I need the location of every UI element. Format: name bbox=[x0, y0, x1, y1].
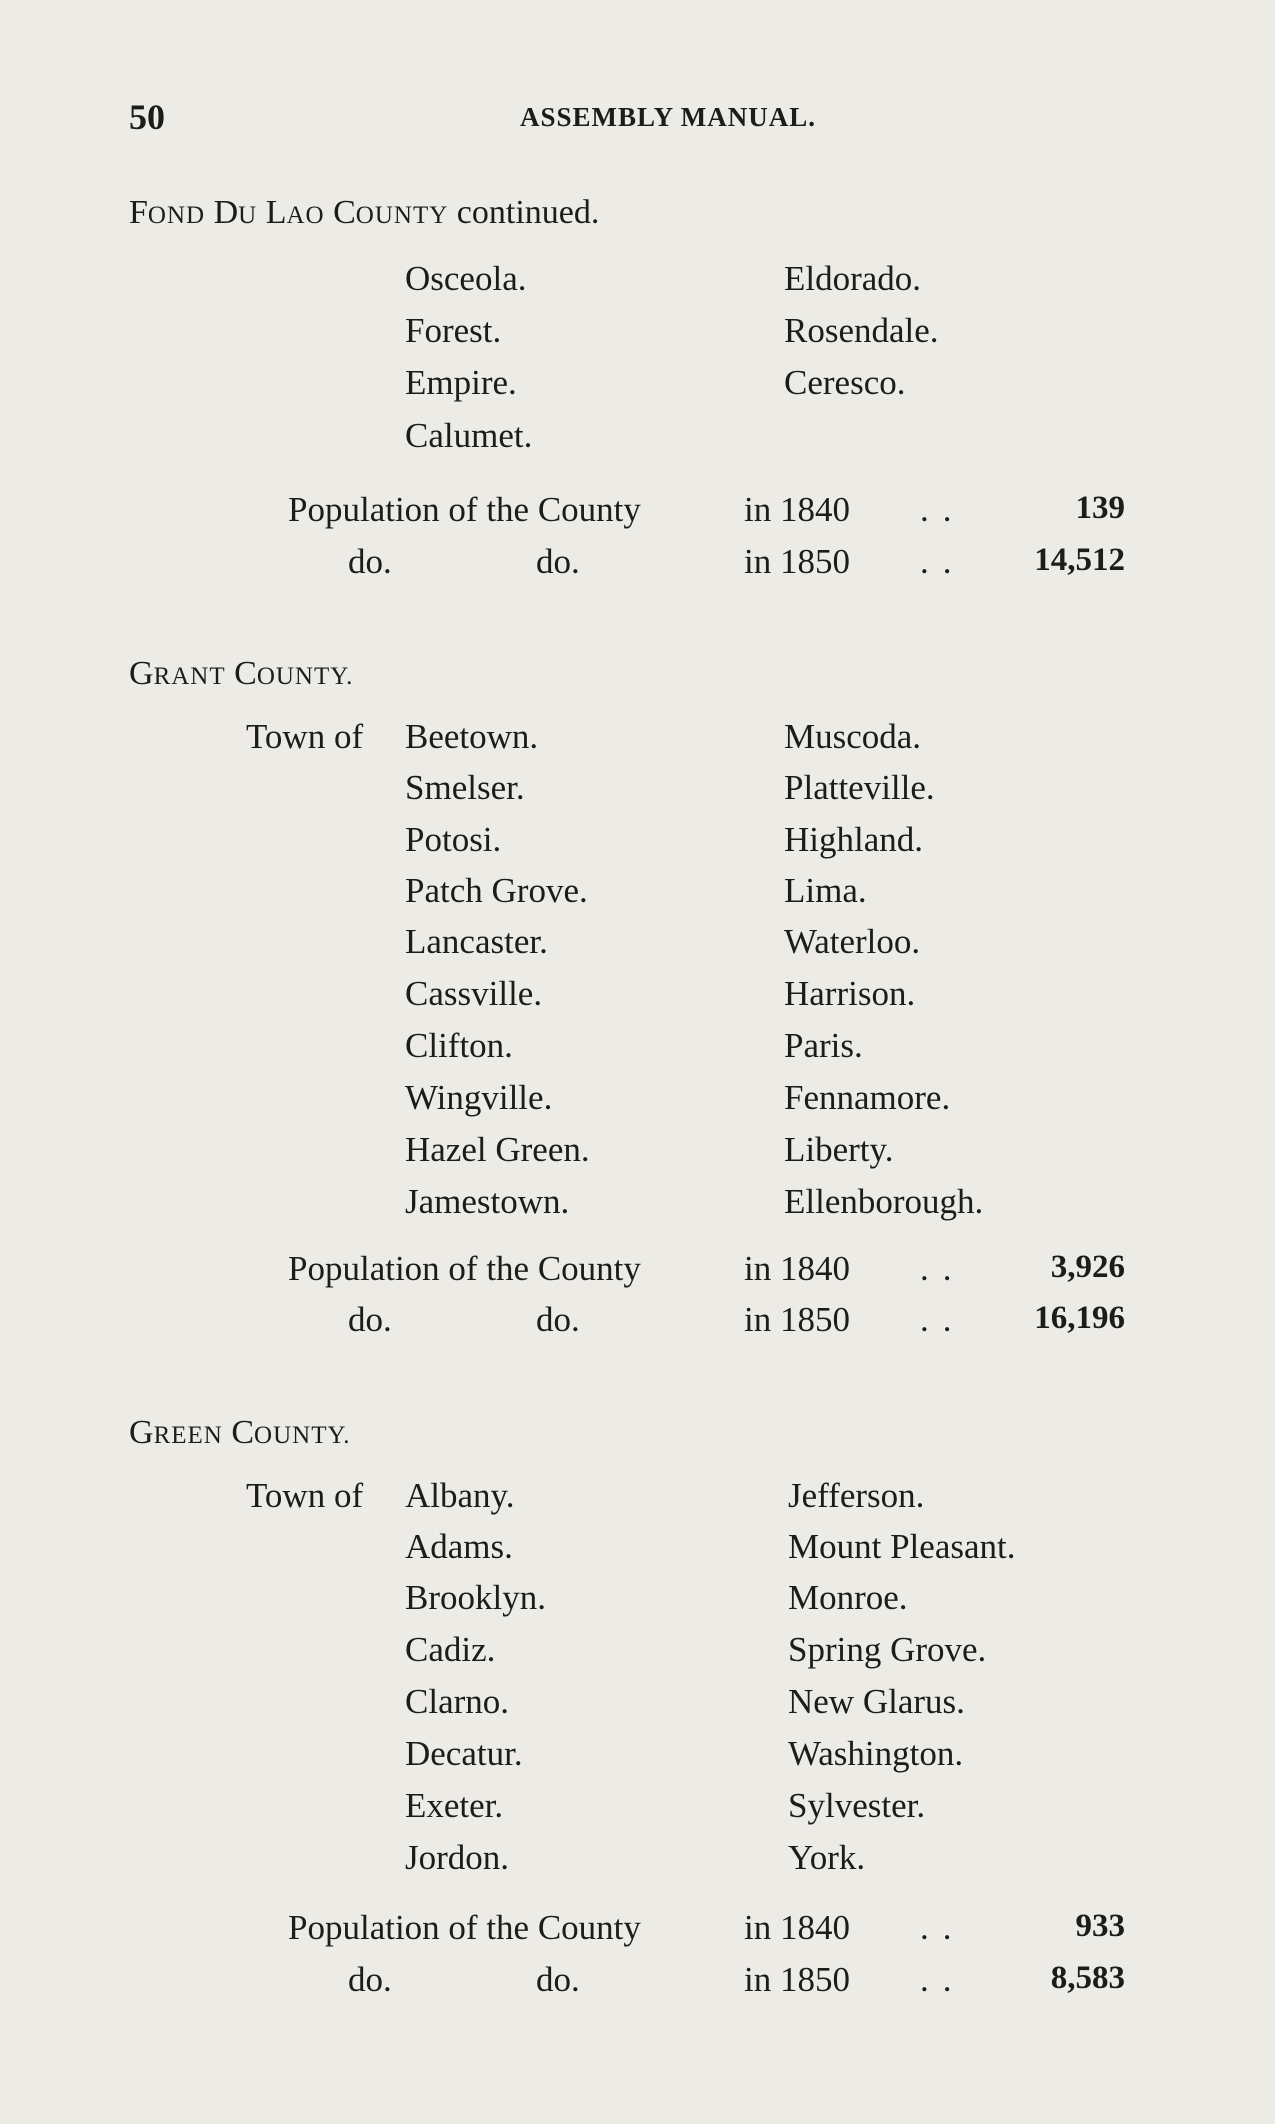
county-heading-fond-du-lac: FOND DU LAO COUNTY continued. bbox=[129, 194, 600, 231]
town-name: Ellenborough. bbox=[784, 1182, 984, 1221]
year-1850: in 1850 bbox=[744, 542, 850, 581]
town-name: Lima. bbox=[784, 871, 867, 910]
ditto-mark: do. bbox=[536, 542, 580, 581]
town-name: Washington. bbox=[788, 1734, 964, 1773]
town-name: Muscoda. bbox=[784, 717, 922, 756]
town-name: Forest. bbox=[405, 311, 502, 350]
town-name: Decatur. bbox=[405, 1734, 523, 1773]
town-name: Adams. bbox=[405, 1527, 513, 1566]
population-1840-value: 933 bbox=[1075, 1908, 1125, 1944]
town-name: Empire. bbox=[405, 363, 517, 402]
town-name: Smelser. bbox=[405, 768, 525, 807]
town-name: Wingville. bbox=[405, 1078, 553, 1117]
year-1840: in 1840 bbox=[744, 1249, 850, 1288]
town-prefix: Town of bbox=[246, 717, 364, 756]
town-name: Sylvester. bbox=[788, 1786, 926, 1825]
population-1850-value: 8,583 bbox=[1050, 1960, 1125, 1996]
leader-dots: .. bbox=[920, 1960, 966, 1999]
leader-dots: .. bbox=[920, 1300, 966, 1339]
town-name: New Glarus. bbox=[788, 1682, 965, 1721]
page-number: 50 bbox=[129, 97, 165, 137]
running-title: ASSEMBLY MANUAL. bbox=[520, 102, 817, 132]
town-name: Eldorado. bbox=[784, 259, 922, 298]
town-name: Lancaster. bbox=[405, 922, 548, 961]
ditto-mark: do. bbox=[536, 1960, 580, 1999]
ditto-mark: do. bbox=[536, 1300, 580, 1339]
population-1850-value: 14,512 bbox=[1034, 542, 1125, 578]
town-name: Monroe. bbox=[788, 1578, 908, 1617]
town-name: Cassville. bbox=[405, 974, 543, 1013]
town-name: Spring Grove. bbox=[788, 1630, 987, 1669]
town-name: Jefferson. bbox=[788, 1476, 925, 1515]
population-1840-value: 139 bbox=[1075, 490, 1125, 526]
town-name: Jamestown. bbox=[405, 1182, 570, 1221]
ditto-mark: do. bbox=[348, 542, 392, 581]
town-name: Hazel Green. bbox=[405, 1130, 590, 1169]
town-prefix: Town of bbox=[246, 1476, 364, 1515]
town-name: Rosendale. bbox=[784, 311, 939, 350]
population-1840-value: 3,926 bbox=[1050, 1249, 1125, 1285]
town-name: Osceola. bbox=[405, 259, 527, 298]
town-name: Albany. bbox=[405, 1476, 515, 1515]
town-name: Beetown. bbox=[405, 717, 539, 756]
leader-dots: .. bbox=[920, 1249, 966, 1288]
ditto-mark: do. bbox=[348, 1960, 392, 1999]
town-name: Jordon. bbox=[405, 1838, 510, 1877]
town-name: Patch Grove. bbox=[405, 871, 588, 910]
town-name: Ceresco. bbox=[784, 363, 906, 402]
year-1840: in 1840 bbox=[744, 490, 850, 529]
ditto-mark: do. bbox=[348, 1300, 392, 1339]
year-1850: in 1850 bbox=[744, 1300, 850, 1339]
year-1850: in 1850 bbox=[744, 1960, 850, 1999]
population-label: Population of the County bbox=[288, 1249, 641, 1288]
town-name: Calumet. bbox=[405, 416, 533, 455]
year-1840: in 1840 bbox=[744, 1908, 850, 1947]
town-name: Liberty. bbox=[784, 1130, 894, 1169]
population-1850-value: 16,196 bbox=[1034, 1300, 1125, 1336]
town-name: Potosi. bbox=[405, 820, 502, 859]
town-name: York. bbox=[788, 1838, 866, 1877]
town-name: Waterloo. bbox=[784, 922, 921, 961]
town-name: Clarno. bbox=[405, 1682, 510, 1721]
town-name: Mount Pleasant. bbox=[788, 1527, 1016, 1566]
population-label: Population of the County bbox=[288, 490, 641, 529]
town-name: Fennamore. bbox=[784, 1078, 951, 1117]
town-name: Highland. bbox=[784, 820, 924, 859]
population-label: Population of the County bbox=[288, 1908, 641, 1947]
county-heading-grant: GRANT COUNTY. bbox=[129, 655, 354, 692]
town-name: Platteville. bbox=[784, 768, 935, 807]
town-name: Paris. bbox=[784, 1026, 863, 1065]
town-name: Exeter. bbox=[405, 1786, 504, 1825]
town-name: Brooklyn. bbox=[405, 1578, 546, 1617]
leader-dots: .. bbox=[920, 1908, 966, 1947]
town-name: Clifton. bbox=[405, 1026, 513, 1065]
leader-dots: .. bbox=[920, 542, 966, 581]
town-name: Harrison. bbox=[784, 974, 916, 1013]
town-name: Cadiz. bbox=[405, 1630, 496, 1669]
county-heading-green: GREEN COUNTY. bbox=[129, 1414, 351, 1451]
leader-dots: .. bbox=[920, 490, 966, 529]
